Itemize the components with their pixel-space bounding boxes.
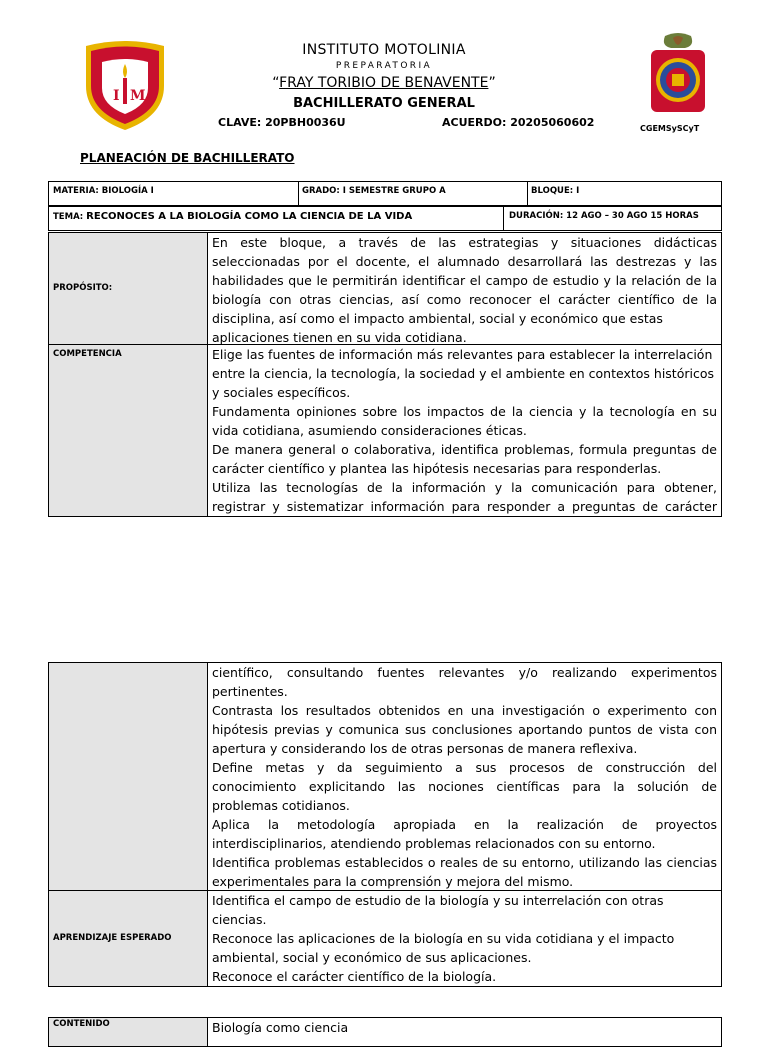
text-line: Fundamenta opiniones sobre los impactos de la ciencia y la tecnología en su [212,404,717,419]
text-line: Identifica el campo de estudio de la biología y su interrelación con otras [212,893,664,908]
text-line: Define metas y da seguimiento a sus procesos de construcción del [212,760,717,775]
tema-label: TEMA: [53,212,87,222]
text-line: ambiental, social y económico de sus aplicaciones. [212,950,532,965]
text-line: disciplina, así como el impacto ambiental, social y económico que estas [212,311,663,326]
competencia-text-cell [207,344,722,517]
institute-subtitle: PREPARATORIA [335,61,433,71]
acuerdo-code: ACUERDO: 20205060602 [442,116,595,129]
school-name [0,75,768,91]
text-line: Identifica problemas establecidos o reales de su entorno, utilizando las ciencias [212,855,717,870]
contenido-label-cell [48,1017,208,1047]
contenido-first-line: Biología como ciencia [212,1020,349,1035]
text-line: experimentales para la comprensión y mejora del mismo. [212,874,574,889]
svg-text:M: M [130,88,146,104]
contenido-label: CONTENIDO [53,1019,110,1029]
proposito-label-cell [48,232,208,345]
quote-open: “ [272,75,280,91]
tema-value: RECONOCES A LA BIOLOGÍA COMO LA CIENCIA DE LA VIDA [86,211,413,222]
text-line: pertinentes. [212,684,288,699]
text-line: interdisciplinarios, atendiendo problemas relacionados con su entorno. [212,836,656,851]
text-line: Reconoce las aplicaciones de la biología en su vida cotidiana y el impacto [212,931,675,946]
text-line: habilidades que le permitirán identificar el campo de estudio y la relación de la [212,273,717,288]
text-line: y sociales específicos. [212,385,351,400]
competencia-continued-text [212,663,717,891]
duracion-cell: DURACIÓN: 12 AGO – 30 AGO 15 HORAS [509,211,699,221]
text-line: seleccionadas por el docente, el alumnado desarrollará las destrezas y las [212,254,717,269]
aprendizaje-label-cell [48,890,208,987]
text-line: científico, consultando fuentes relevantes y/o realizando experimentos [212,665,717,680]
competencia-continued-label-cell [48,662,208,891]
competencia-label-cell [48,344,208,517]
aprendizaje-label: APRENDIZAJE ESPERADO [53,933,172,943]
school-name-text: FRAY TORIBIO DE BENAVENTE [279,75,489,91]
tema-cell [49,207,503,230]
text-line: Elige las fuentes de información más relevantes para establecer la interrelación [212,347,713,362]
document-title: PLANEACIÓN DE BACHILLERATO [80,151,295,165]
text-line: aplicaciones tienen en su vida cotidiana. [212,330,467,345]
text-line: carácter científico y plantea las hipótesis necesarias para responderlas. [212,461,662,476]
aprendizaje-text [212,891,717,986]
text-line: Reconoce el carácter científico de la biología. [212,969,497,984]
materia-cell: MATERIA: BIOLOGÍA I [53,186,154,196]
proposito-label: PROPÓSITO: [53,283,113,293]
competencia-label: COMPETENCIA [53,349,122,359]
grado-cell: GRADO: I SEMESTRE GRUPO A [302,186,446,196]
text-line: vida cotidiana, asumiendo consideraciones éticas. [212,423,527,438]
contenido-text-cell [207,1017,722,1047]
text-line: Contrasta los resultados obtenidos en una investigación o experimento con [212,703,717,718]
info-row-topic [48,206,722,231]
text-line: apertura y considerando los de otras personas de manera reflexiva. [212,741,638,756]
text-line: entre la ciencia, la tecnología, la sociedad y el ambiente en contextos históricos [212,366,715,381]
svg-text:I: I [113,88,120,104]
text-line: Utiliza las tecnologías de la información y la comunicación para obtener, [212,480,717,495]
institute-name: INSTITUTO MOTOLINIA [302,42,466,58]
text-line: En este bloque, a través de las estrategias y situaciones didácticas [212,235,717,250]
text-line: biología con otras ciencias, así como reconocer el carácter científico de la [212,292,717,307]
text-line: ciencias. [212,912,267,927]
text-line: hipótesis previas y comunica sus conclusiones aportando puntos de vista con [212,722,717,737]
aprendizaje-text-cell [207,890,722,987]
text-line: conocimiento explicitando las nociones científicas para la solución de [212,779,717,794]
seal-caption: CGEMSySCyT [640,124,700,133]
info-row-subject [48,181,722,206]
proposito-text-cell [207,232,722,345]
text-line: registrar y sistematizar información para responder a preguntas de carácter [212,499,717,514]
bloque-cell: BLOQUE: I [531,186,580,196]
text-line: De manera general o colaborativa, identifica problemas, formula preguntas de [212,442,717,457]
proposito-text [212,233,717,345]
program-name: BACHILLERATO GENERAL [293,96,475,111]
competencia-continued-text-cell [207,662,722,891]
text-line: Aplica la metodología apropiada en la realización de proyectos [212,817,717,832]
text-line: problemas cotidianos. [212,798,350,813]
quote-close: ” [488,75,496,91]
clave-code: CLAVE: 20PBH0036U [218,116,346,129]
competencia-text [212,345,717,516]
